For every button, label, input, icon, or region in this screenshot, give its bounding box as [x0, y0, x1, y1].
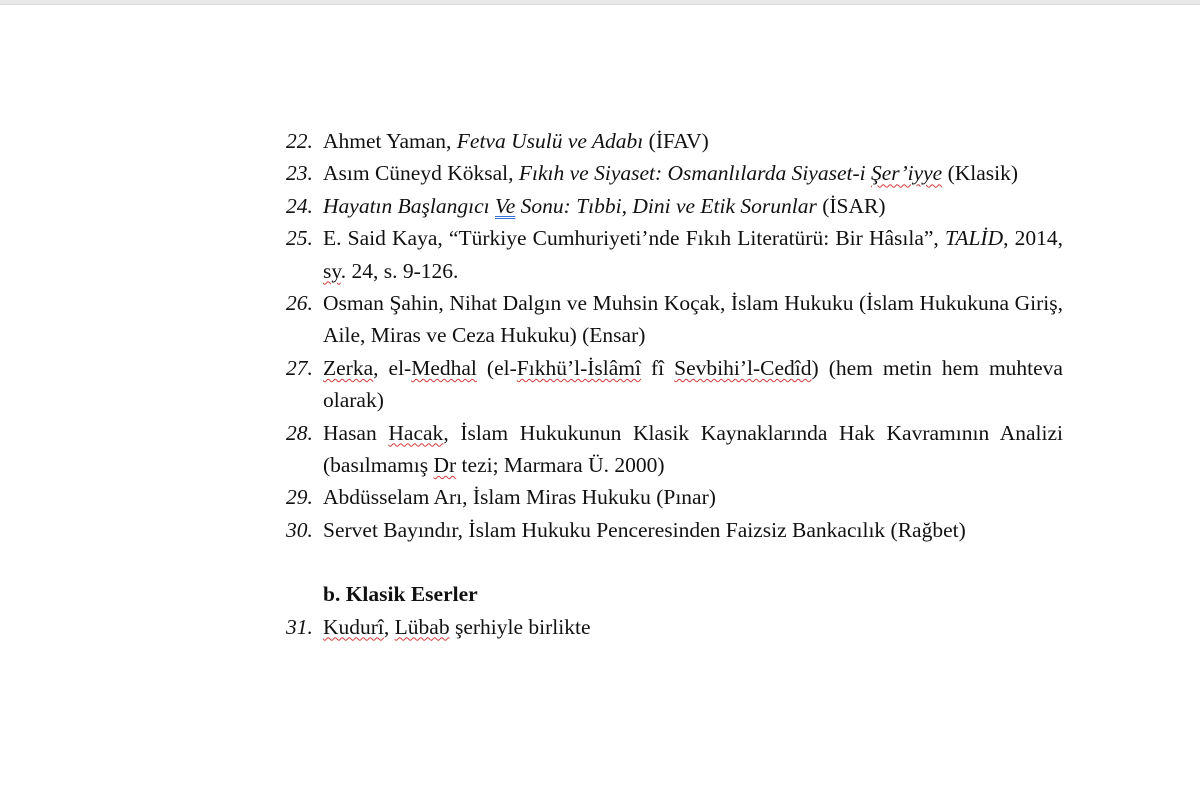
- reference-text: [323, 417, 1063, 482]
- spellcheck-flagged-word[interactable]: Lübab: [394, 614, 450, 639]
- text-run: Asım Cüneyd Köksal,: [323, 161, 519, 186]
- text-run: , el-: [373, 355, 412, 380]
- text-run: (İSAR): [816, 193, 886, 218]
- reference-text: [323, 125, 1063, 157]
- reference-text: [323, 352, 1063, 417]
- text-run: (İFAV): [643, 129, 709, 153]
- spellcheck-flagged-word[interactable]: Fıkhü’l-İslâmî: [516, 355, 641, 380]
- reference-text: [323, 481, 1063, 513]
- reference-list: [286, 125, 1063, 643]
- text-run: , İslam Hukukunun Klasik Kaynaklarında Hak Kavramının Analizi (basılmamış: [323, 420, 1063, 478]
- reference-item: [286, 287, 1063, 352]
- text-run: şerhiyle birlikte: [449, 614, 591, 639]
- text-run: Hasan: [323, 420, 389, 445]
- text-run: fî: [640, 355, 675, 380]
- spellcheck-flagged-word[interactable]: Zerka: [323, 355, 374, 380]
- reference-number: 26.: [286, 291, 313, 316]
- text-run: Abdüsselam Arı, İslam Miras Hukuku (Pınar): [323, 485, 716, 510]
- reference-number: 27.: [286, 355, 313, 380]
- reference-item: [286, 157, 1063, 189]
- text-run: ) (hem metin hem muhteva olarak): [323, 355, 1063, 413]
- text-run: E. Said Kaya, “Türkiye Cumhuriyeti’nde Fıkıh Literatürü: Bir Hâsıla”,: [323, 226, 945, 251]
- italic-title-text: TALİD: [944, 226, 1004, 251]
- text-run: , 2014,: [1003, 226, 1063, 251]
- reference-text: [323, 611, 1063, 643]
- reference-item: [286, 611, 1063, 643]
- italic-title-text: Fetva Usulü ve Adabı: [456, 129, 644, 153]
- spellcheck-flagged-word[interactable]: Hacak: [388, 420, 444, 445]
- grammar-flagged-word[interactable]: Ve: [494, 193, 516, 218]
- reference-text: [323, 190, 1063, 222]
- text-run: Servet Bayındır, İslam Hukuku Penceresinden Faizsiz Bankacılık (Rağbet): [323, 517, 966, 542]
- reference-text: [323, 157, 1063, 189]
- text-run: (el-: [476, 355, 517, 380]
- reference-text: [323, 222, 1063, 287]
- reference-number: 28.: [286, 420, 313, 445]
- reference-number: 31.: [286, 614, 313, 639]
- reference-item: [286, 514, 1063, 546]
- reference-item: [286, 222, 1063, 287]
- reference-item: [286, 190, 1063, 222]
- reference-text: [323, 287, 1063, 352]
- section-spacer: [286, 546, 1063, 578]
- italic-title-text: Hayatın Başlangıcı: [323, 193, 495, 218]
- text-run: . 24, s. 9-126.: [340, 258, 459, 283]
- spellcheck-flagged-word[interactable]: Sevbihi’l-Cedîd: [674, 355, 812, 380]
- spellcheck-flagged-word[interactable]: sy: [323, 258, 341, 283]
- spellcheck-flagged-word[interactable]: Kudurî: [323, 614, 384, 639]
- reference-item: [286, 125, 1063, 157]
- section-heading: b. Klasik Eserler: [323, 582, 478, 607]
- reference-number: 23.: [286, 161, 313, 186]
- text-run: tezi; Marmara Ü. 2000): [456, 453, 665, 478]
- text-run: (Klasik): [942, 161, 1019, 186]
- reference-item: [286, 352, 1063, 417]
- spellcheck-flagged-word[interactable]: Medhal: [411, 355, 477, 380]
- italic-title-text: Fıkıh ve Siyaset: Osmanlılarda Siyaset-i: [518, 161, 871, 186]
- text-run: ,: [383, 614, 395, 639]
- reference-number: 24.: [286, 193, 313, 218]
- reference-number: 25.: [286, 226, 313, 251]
- reference-item: [286, 417, 1063, 482]
- reference-text: [323, 514, 1063, 546]
- spellcheck-flagged-word[interactable]: Dr: [433, 453, 457, 478]
- text-run: Ahmet Yaman,: [323, 129, 457, 153]
- reference-number: 29.: [286, 485, 313, 510]
- italic-title-text: Sonu: Tıbbi, Dini ve Etik Sorunlar: [515, 193, 817, 218]
- reference-number: 30.: [286, 517, 313, 542]
- reference-number: 22.: [286, 129, 313, 153]
- spellcheck-flagged-word[interactable]: Şer’iyye: [870, 161, 943, 186]
- text-run: Osman Şahin, Nihat Dalgın ve Muhsin Koçak, İslam Hukuku (İslam Hukukuna Giriş, Aile, Miras ve Ceza Hukuku) (Ensar): [323, 291, 1063, 348]
- reference-item: [286, 481, 1063, 513]
